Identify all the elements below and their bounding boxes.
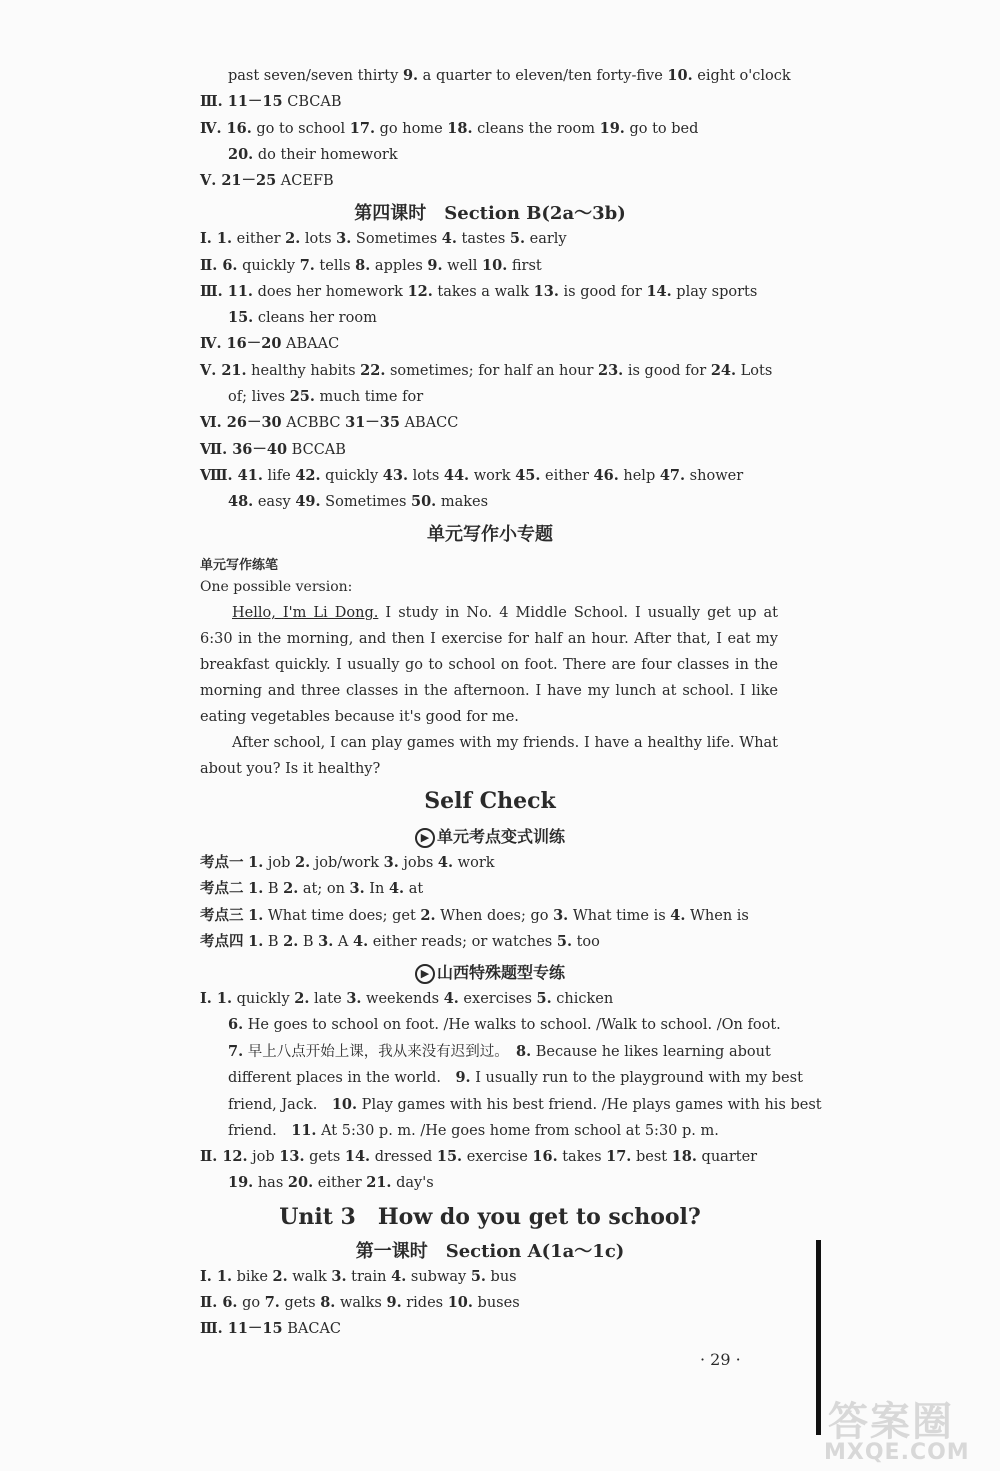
writing-subheading: 单元写作练笔 [200,558,279,573]
answer-line: past seven/seven thirty 9. a quarter to eleven/ten forty-five 10. eight o'clock [228,67,791,84]
answer-line: Ⅴ. 21－25 ACEFB [200,172,334,189]
sample-essay [200,600,778,782]
answer-line: 考点四 1. B 2. B 3. A 4. either reads; or watches 5. too [200,933,600,950]
answer-line: 20. do their homework [228,146,398,163]
answer-line: Ⅰ. 1. quickly 2. late 3. weekends 4. exercises 5. chicken [200,990,614,1007]
answer-line: Ⅲ. 11－15 BACAC [200,1320,342,1337]
section-heading: 第一课时 Section A(1a～1c) [355,1241,625,1262]
answer-line: Ⅰ. 1. either 2. lots 3. Sometimes 4. tastes 5. early [200,230,567,247]
answer-line: 19. has 20. either 21. day's [228,1174,434,1191]
answer-line: friend. 11. At 5:30 p. m. /He goes home from school at 5:30 p. m. [228,1122,719,1139]
answer-line: 6. He goes to school on foot. /He walks to school. /Walk to school. /On foot. [228,1016,781,1033]
answer-line: of; lives 25. much time for [228,388,424,405]
play-arrow-icon: ▶ [415,964,435,984]
subsection-heading: ▶ 单元考点变式训练 [0,824,980,848]
answer-line: Ⅲ. 11－15 CBCAB [200,93,342,110]
answer-line: Ⅳ. 16. go to school 17. go home 18. cleans the room 19. go to bed [200,120,699,137]
essay-greeting: Hello, I'm Li Dong. [232,605,379,621]
answer-line: Ⅲ. 11. does her homework 12. takes a walk 13. is good for 14. play sports [200,283,758,300]
essay-paragraph-2: After school, I can play games with my friends. I have a healthy life. What about you? Is it healthy? [200,735,778,777]
answer-line: 考点三 1. What time does; get 2. When does; go 3. What time is 4. When is [200,907,749,924]
watermark-logo: 答案圈 MXQE.COM [824,1399,970,1465]
writing-intro: One possible version: [200,579,353,595]
answer-line: 15. cleans her room [228,309,377,326]
answer-line: 考点二 1. B 2. at; on 3. In 4. at [200,880,424,897]
play-arrow-icon: ▶ [415,828,435,848]
writing-heading: 单元写作小专题 [427,524,553,545]
answer-line: Ⅷ. 41. life 42. quickly 43. lots 44. work 45. either 46. help 47. shower [200,467,744,484]
answer-line: 考点一 1. job 2. job/work 3. jobs 4. work [200,854,495,871]
unit-heading: Unit 3 How do you get to school? [279,1204,701,1230]
answer-line: 7. 早上八点开始上课，我从来没有迟到过。 8. Because he likes learning about [228,1043,771,1060]
answer-line: 48. easy 49. Sometimes 50. makes [228,493,489,510]
answer-line: friend, Jack. 10. Play games with his best friend. /He plays games with his best [228,1096,822,1113]
answer-line: Ⅱ. 6. go 7. gets 8. walks 9. rides 10. buses [200,1294,520,1311]
section-heading: 第四课时 Section B(2a～3b) [354,203,626,224]
essay-paragraph-1: I study in No. 4 Middle School. I usually get up at 6:30 in the morning, and then I exercise for half an hour. After that, I eat my breakfast quickly. I usually go to school on foot. There are four classes in the morning and three classes in the afternoon. I have my lunch at school. I like eating vegetables because it's good for me. [200,605,779,725]
answer-line: Ⅱ. 12. job 13. gets 14. dressed 15. exercise 16. takes 17. best 18. quarter [200,1148,758,1165]
answer-line: different places in the world. 9. I usually run to the playground with my best [228,1069,803,1086]
answer-line: Ⅵ. 26－30 ACBBC 31－35 ABACC [200,414,459,431]
answer-line: Ⅶ. 36－40 BCCAB [200,441,346,458]
answer-line: Ⅰ. 1. bike 2. walk 3. train 4. subway 5. bus [200,1268,517,1285]
answer-line: Ⅳ. 16－20 ABAAC [200,335,340,352]
answer-line: Ⅴ. 21. healthy habits 22. sometimes; for half an hour 23. is good for 24. Lots [200,362,773,379]
subsection-heading: ▶ 山西特殊题型专练 [0,960,980,984]
self-check-heading: Self Check [424,788,556,814]
answer-line: Ⅱ. 6. quickly 7. tells 8. apples 9. well 10. first [200,257,542,274]
page-number: · 29 · [700,1350,741,1369]
